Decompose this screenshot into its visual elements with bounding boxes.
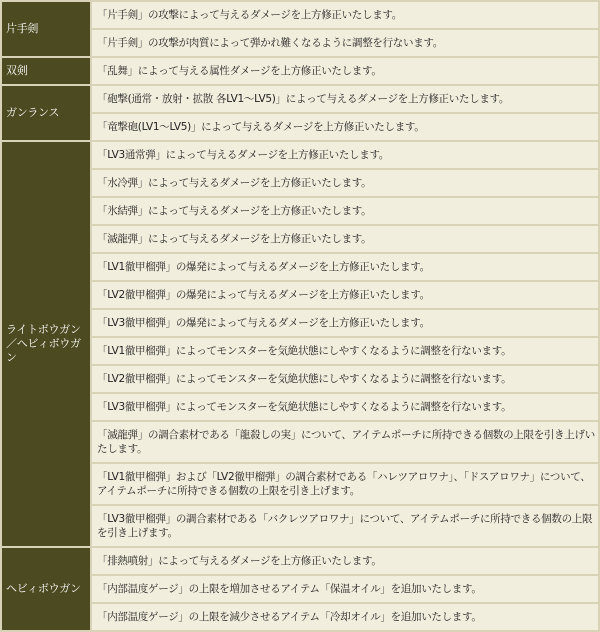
table-row [2, 394, 598, 420]
adjustment-item: 「乱舞」によって与える属性ダメージを上方修正いたします。 [92, 58, 598, 84]
table-row [2, 2, 598, 28]
adjustment-item: 「LV3徹甲榴弾」の爆発によって与えるダメージを上方修正いたします。 [92, 310, 598, 336]
table-row [2, 282, 598, 308]
table-row [2, 86, 598, 112]
table-row [2, 548, 598, 574]
adjustment-item: 「LV3徹甲榴弾」によってモンスターを気絶状態にしやすくなるように調整を行ないます。 [92, 394, 598, 420]
adjustment-item: 「LV3徹甲榴弾」の調合素材である「バクレツアロワナ」について、アイテムポーチに所持できる個数の上限を引き上げます。 [92, 506, 598, 546]
table-row [2, 170, 598, 196]
category-gunlance: ガンランス [2, 86, 90, 140]
table-row [2, 366, 598, 392]
adjustment-item: 「排熱噴射」によって与えるダメージを上方修正いたします。 [92, 548, 598, 574]
table-row [2, 58, 598, 84]
category-light-heavy-bowgun: ライトボウガン／ヘビィボウガン [2, 142, 90, 546]
adjustment-item: 「竜撃砲(LV1～LV5)」によって与えるダメージを上方修正いたします。 [92, 114, 598, 140]
adjustment-item: 「片手剣」の攻撃が肉質によって弾かれ難くなるように調整を行ないます。 [92, 30, 598, 56]
adjustment-item: 「氷結弾」によって与えるダメージを上方修正いたします。 [92, 198, 598, 224]
table-row [2, 142, 598, 168]
table-row [2, 254, 598, 280]
table-row [2, 422, 598, 462]
table-row [2, 506, 598, 546]
adjustment-item: 「内部温度ゲージ」の上限を減少させるアイテム「冷却オイル」を追加いたします。 [92, 604, 598, 630]
table-row [2, 604, 598, 630]
adjustment-item: 「滅龍弾」によって与えるダメージを上方修正いたします。 [92, 226, 598, 252]
category-heavy-bowgun: ヘビィボウガン [2, 548, 90, 630]
category-one-handed-sword: 片手剣 [2, 2, 90, 56]
adjustment-item: 「LV1徹甲榴弾」の爆発によって与えるダメージを上方修正いたします。 [92, 254, 598, 280]
table-row [2, 30, 598, 56]
category-dual-blades: 双剣 [2, 58, 90, 84]
table-row [2, 338, 598, 364]
adjustment-item: 「滅龍弾」の調合素材である「龍殺しの実」について、アイテムポーチに所持できる個数の上限を引き上げいたします。 [92, 422, 598, 462]
adjustment-item: 「内部温度ゲージ」の上限を増加させるアイテム「保温オイル」を追加いたします。 [92, 576, 598, 602]
table-row [2, 198, 598, 224]
table-row [2, 576, 598, 602]
table-row [2, 226, 598, 252]
adjustment-item: 「LV2徹甲榴弾」の爆発によって与えるダメージを上方修正いたします。 [92, 282, 598, 308]
adjustment-item: 「LV1徹甲榴弾」によってモンスターを気絶状態にしやすくなるように調整を行ないます。 [92, 338, 598, 364]
adjustment-item: 「水冷弾」によって与えるダメージを上方修正いたします。 [92, 170, 598, 196]
table-row [2, 114, 598, 140]
adjustment-item: 「片手剣」の攻撃によって与えるダメージを上方修正いたします。 [92, 2, 598, 28]
adjustment-item: 「LV1徹甲榴弾」および「LV2徹甲榴弾」の調合素材である「ハレツアロワナ」、「ドスアロワナ」について、アイテムポーチに所持できる個数の上限を引き上げます。 [92, 464, 598, 504]
table-row [2, 464, 598, 504]
table-row [2, 310, 598, 336]
adjustment-item: 「LV2徹甲榴弾」によってモンスターを気絶状態にしやすくなるように調整を行ないます。 [92, 366, 598, 392]
adjustment-item: 「砲撃(通常・放射・拡散 各LV1～LV5)」によって与えるダメージを上方修正いたします。 [92, 86, 598, 112]
adjustment-item: 「LV3通常弾」によって与えるダメージを上方修正いたします。 [92, 142, 598, 168]
